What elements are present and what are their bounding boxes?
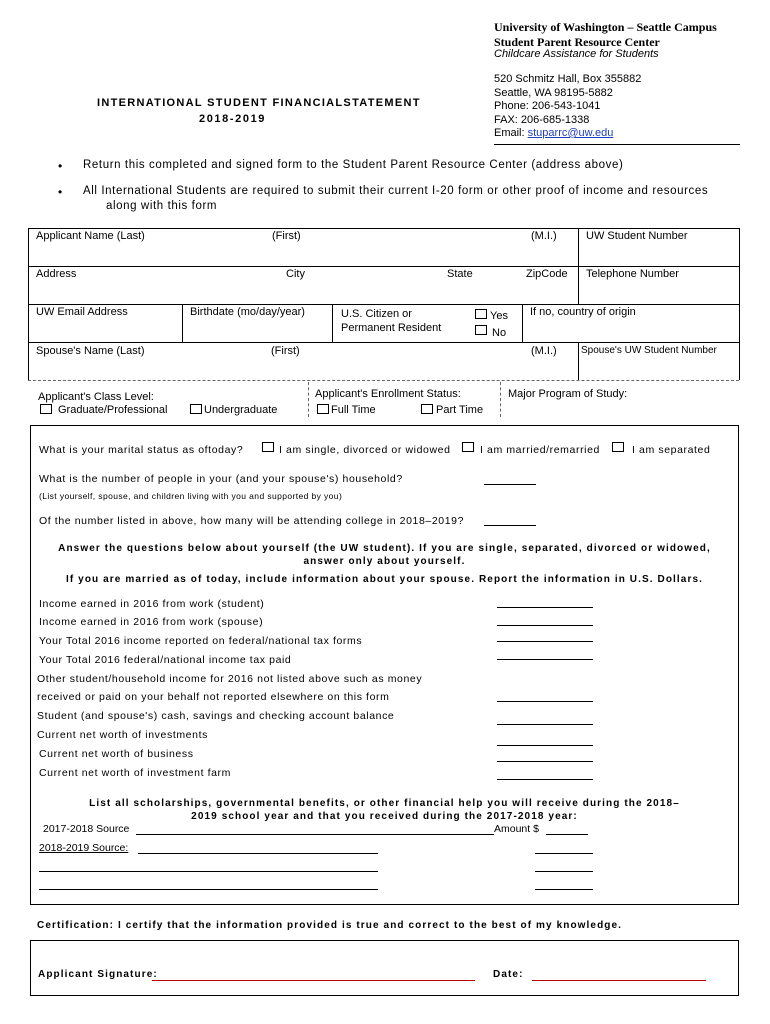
extra-amount-line[interactable] (535, 871, 593, 872)
college-answer-line[interactable] (484, 525, 536, 526)
instruction-line-2: answer only about yourself. (303, 556, 466, 567)
label-country: If no, country of origin (530, 306, 636, 318)
signature-line[interactable] (152, 980, 475, 981)
married-checkbox[interactable] (462, 442, 474, 452)
bullet-1: Return this completed and signed form to the Student Parent Resource Center (address above) (83, 159, 624, 171)
source-2018-line[interactable] (138, 853, 378, 854)
label-citizen-1: U.S. Citizen or (341, 308, 412, 320)
yes-checkbox[interactable] (475, 309, 487, 319)
address-line-2: Seattle, WA 98195-5882 (494, 86, 613, 99)
income-item: Your Total 2016 income reported on federal/national tax forms (39, 635, 363, 647)
row-border (28, 342, 739, 343)
bullet-2-continued: along with this form (106, 200, 218, 212)
undergraduate-checkbox[interactable] (190, 404, 202, 414)
university-name: University of Washington – Seattle Campus (494, 20, 717, 34)
amount-2018-line[interactable] (535, 853, 593, 854)
part-time-checkbox[interactable] (421, 404, 433, 414)
source-2018-label: 2018-2019 Source: (39, 842, 129, 854)
row-border (28, 266, 739, 267)
signature-box (30, 940, 739, 996)
income-item: Current net worth of investment farm (39, 767, 231, 779)
address-line-1: 520 Schmitz Hall, Box 355882 (494, 73, 642, 85)
label-zip: ZipCode (526, 268, 568, 280)
row-border (28, 304, 739, 305)
source-2017-label: 2017-2018 Source (43, 823, 130, 835)
option-married: I am married/remarried (480, 444, 600, 456)
label-birthdate: Birthdate (mo/day/year) (190, 306, 305, 318)
option-single: I am single, divorced or widowed (279, 444, 451, 456)
income-item: Other student/household income for 2016 not listed above such as money (37, 673, 423, 685)
divider (578, 266, 579, 304)
divider (500, 382, 501, 417)
email-label: Email: (494, 127, 528, 139)
bullet-2: All International Students are required to submit their current I-20 form or other proof of income and resources (83, 185, 709, 197)
certification-text: Certification: I certify that the information provided is true and correct to the best of my knowledge. (37, 920, 623, 931)
form-title: INTERNATIONAL STUDENT FINANCIALSTATEMENT (97, 97, 421, 109)
extra-source-line[interactable] (39, 889, 378, 890)
label-name-last: Applicant Name (Last) (36, 230, 145, 242)
marital-question: What is your marital status as oftoday? (39, 444, 244, 456)
dashed-separator (28, 380, 739, 381)
divider (578, 228, 579, 266)
amount-line[interactable] (546, 834, 588, 835)
phone-number: Phone: 206-543-1041 (494, 100, 601, 112)
label-class-level: Applicant's Class Level: (38, 391, 154, 403)
income-answer-line[interactable] (497, 641, 593, 642)
table-top-border (28, 228, 739, 229)
label-first: (First) (272, 230, 301, 242)
bullet-dot-1: • (58, 159, 63, 173)
income-item: Income earned in 2016 from work (spouse) (39, 616, 264, 628)
divider (308, 382, 309, 417)
income-answer-line[interactable] (497, 607, 593, 608)
label-enrollment: Applicant's Enrollment Status: (315, 388, 461, 400)
income-answer-line[interactable] (497, 625, 593, 626)
label-yes: Yes (490, 310, 508, 322)
label-no: No (492, 327, 507, 339)
bullet-dot-2: • (58, 185, 63, 199)
income-item: Current net worth of investments (37, 729, 208, 741)
email-link[interactable]: stuparrc@uw.edu (527, 127, 614, 139)
income-answer-line[interactable] (497, 659, 593, 660)
income-item: Current net worth of business (39, 748, 194, 760)
email-line (494, 127, 641, 141)
label-spouse-name: Spouse's Name (Last) (36, 345, 145, 357)
people-note: (List yourself, spouse, and children living with you and supported by you) (39, 491, 343, 501)
label-graduate: Graduate/Professional (58, 404, 168, 416)
college-question: Of the number listed in above, how many will be attending college in 2018–2019? (39, 515, 465, 527)
contact-block (494, 73, 641, 141)
label-citizen-2: Permanent Resident (341, 322, 442, 334)
income-answer-line[interactable] (497, 779, 593, 780)
amount-label: Amount $ (494, 823, 539, 835)
label-spouse-first: (First) (271, 345, 300, 357)
people-question: What is the number of people in your (and your spouse's) household? (39, 473, 403, 485)
signature-label: Applicant Signature: (38, 969, 158, 980)
full-time-checkbox[interactable] (317, 404, 329, 414)
income-answer-line[interactable] (497, 724, 593, 725)
divider (182, 304, 183, 342)
income-item: Income earned in 2016 from work (student) (39, 598, 265, 610)
separated-checkbox[interactable] (612, 442, 624, 452)
income-answer-line[interactable] (497, 701, 593, 702)
scholarships-line-1: List all scholarships, governmental benefits, or other financial help you will receive during the 2018– (89, 798, 680, 809)
graduate-checkbox[interactable] (40, 404, 52, 414)
header-rule (494, 144, 740, 145)
label-part-time: Part Time (436, 404, 484, 416)
date-label: Date: (493, 969, 524, 980)
fax-number: FAX: 206-685-1338 (494, 113, 590, 126)
label-email: UW Email Address (36, 306, 128, 318)
source-2017-line[interactable] (136, 834, 494, 835)
label-uw-number: UW Student Number (586, 230, 688, 242)
income-item: Student (and spouse's) cash, savings and checking account balance (37, 710, 395, 722)
extra-amount-line[interactable] (535, 889, 593, 890)
divider (578, 342, 579, 380)
income-answer-line[interactable] (497, 761, 593, 762)
label-major: Major Program of Study: (508, 388, 628, 400)
label-state: State (447, 268, 473, 280)
single-checkbox[interactable] (262, 442, 274, 452)
label-address: Address (36, 268, 77, 280)
label-mi: (M.I.) (531, 230, 557, 242)
instruction-line-1: Answer the questions below about yourself (the UW student). If you are single, separated, divorced or widowed, (58, 543, 711, 554)
income-answer-line[interactable] (497, 745, 593, 746)
extra-source-line[interactable] (39, 871, 378, 872)
income-item: Your Total 2016 federal/national income tax paid (39, 654, 292, 666)
label-full-time: Full Time (331, 404, 376, 416)
option-separated: I am separated (632, 444, 711, 456)
header-subtitle: Childcare Assistance for Students (494, 48, 659, 60)
label-city: City (286, 268, 305, 280)
label-telephone: Telephone Number (586, 268, 679, 280)
center-name: Student Parent Resource Center (494, 35, 660, 49)
table-right-border (739, 228, 740, 380)
date-line[interactable] (532, 980, 706, 981)
label-spouse-mi: (M.I.) (531, 345, 557, 357)
label-undergraduate: Undergraduate (204, 404, 278, 416)
no-checkbox[interactable] (475, 325, 487, 335)
divider (522, 304, 523, 342)
people-answer-line[interactable] (484, 484, 536, 485)
form-year: 2018-2019 (199, 113, 267, 125)
divider (332, 304, 333, 342)
label-spouse-number: Spouse's UW Student Number (581, 345, 717, 356)
scholarships-line-2: 2019 school year and that you received during the 2017-2018 year: (191, 811, 578, 822)
income-item: received or paid on your behalf not reported elsewhere on this form (37, 691, 390, 703)
instruction-line-3: If you are married as of today, include information about your spouse. Report the information in U.S. Dollars. (66, 574, 703, 585)
